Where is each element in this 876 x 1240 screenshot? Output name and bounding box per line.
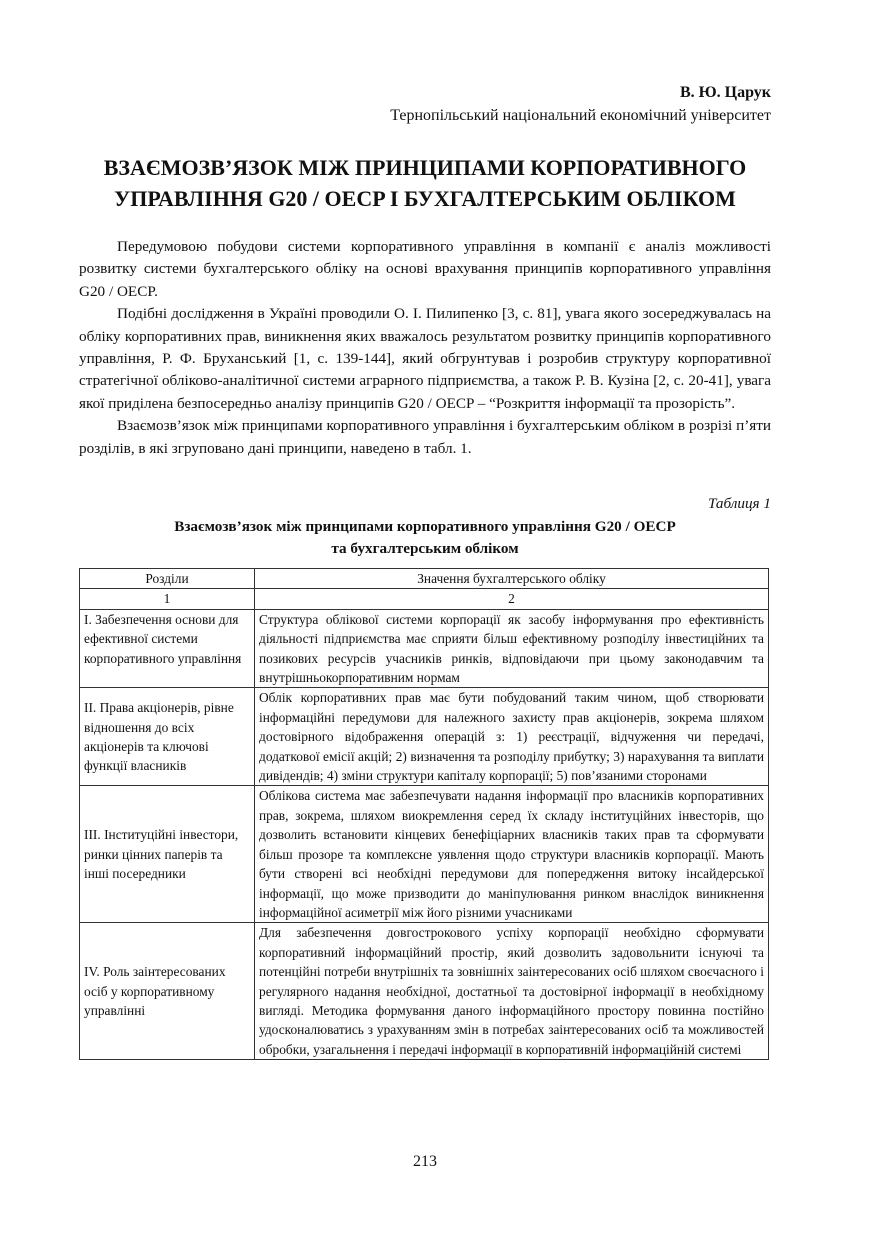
paragraph-2: Подібні дослідження в Україні проводили О. І. Пилипенко [3, с. 81], увага якого зосереджувалась на обліку корпоративних прав, виникнення яких вважалось результатом розвитку принципів корпоративного управління, Р. Ф. Бруханський [1, с. 139-144], який обгрунтував і розробив структуру корпоративної стратегічної обліково-аналітичної системи аграрного підприємства, а також Р. В. Кузіна [2, с. 20-41], увага якої приділена безпосередньо аналізу принципів G20 / OECP – “Розкриття інформації та прозорість”. <box>79 305 771 412</box>
paragraph-3: Взаємозв’язок між принципами корпоративного управління і бухгалтерським обліком в розрізі п’яти розділів, в які згруповано дані принципи, наведено в табл. 1. <box>79 417 771 457</box>
principles-table <box>79 568 769 1060</box>
row-meaning: Для забезпечення довгострокового успіху корпорації необхідно сформувати корпоративний інформаційний простір, який дозволить задовольнити існуючі та потенційні потреби внутрішніх та зовнішніх заінтересованих осіб шляхом своєчасного і регулярного надання необхідної, достатньої та достовірної інформації в необхідному вигляді. Методика формування даного інформаційного простору повинна постійно удосконалюватись з урахуванням змін в потребах заінтересованих осіб та можливостей обробки, узагальнення і передачі інформації в корпоративній інформаційній системі <box>255 923 769 1060</box>
paragraph-1: Передумовою побудови системи корпоративного управління в компанії є аналіз можливості розвитку системи бухгалтерського обліку на основі врахування принципів корпоративного управління G20 / OECP. <box>79 238 771 300</box>
header-meaning: Значення бухгалтерського обліку <box>255 569 769 589</box>
paper-title <box>79 152 771 214</box>
row-section: І. Забезпечення основи для ефективної системи корпоративного управління <box>80 609 255 688</box>
table-number-row <box>80 589 769 609</box>
table-row <box>80 923 769 1060</box>
row-meaning: Структура облікової системи корпорації як засобу інформування про ефективність діяльності підприємства має сприяти більш ефективному розподілу інвестиційних та позикових ресурсів учасників ринків, відповідаючи при цьому законодавчим та внутрішньокорпоративним нормам <box>255 609 769 688</box>
row-section: ІІІ. Інституційні інвестори, ринки цінних паперів та інші посередники <box>80 786 255 923</box>
table-row <box>80 609 769 688</box>
header-sections: Розділи <box>80 569 255 589</box>
body-text <box>79 236 771 460</box>
page-number: 213 <box>413 1153 437 1170</box>
author-affiliation: Тернопільський національний економічний університет <box>390 107 771 124</box>
row-section: ІІ. Права акціонерів, рівне відношення до всіх акціонерів та ключові функції власників <box>80 688 255 786</box>
table-label: Таблиця 1 <box>707 495 771 512</box>
table-row <box>80 786 769 923</box>
table-title-line-1: Взаємозв’язок між принципами корпоративного управління G20 / OECP <box>174 518 676 535</box>
table-row <box>80 688 769 786</box>
row-meaning: Облікова система має забезпечувати надання інформації про власників корпоративних прав, зокрема, шляхом виокремлення серед їх складу інституційних інвесторів, що дозволить встановити кінцевих бенефіціарних власників таких прав та сформувати більш прозоре та комплексне уявлення щодо структури власників корпорації. Мають бути створені всі необхідні передумови для попередження витоку інсайдерської інформації, що може призводити до маніпулювання ринком внаслідок виникнення інформаційної асиметрії між його різними учасниками <box>255 786 769 923</box>
title-line-2: УПРАВЛІННЯ G20 / OECP І БУХГАЛТЕРСЬКИМ ОБЛІКОМ <box>114 186 736 211</box>
row-meaning: Облік корпоративних прав має бути побудований таким чином, щоб створювати інформаційні передумови для належного захисту прав акціонерів, зокрема шляхом достовірного відображення операцій з: 1) реєстрації, відчуження чи передачі, додаткової емісії акцій; 2) визначення та розподілу прибутку; 3) нарахування та виплати дивідендів; 4) зміни структури капіталу корпорації; 5) пов’язаними сторонами <box>255 688 769 786</box>
column-number-2: 2 <box>255 589 769 609</box>
row-section: IV. Роль заінтересованих осіб у корпоративному управлінні <box>80 923 255 1060</box>
table-header-row <box>80 569 769 589</box>
table-title <box>79 516 771 560</box>
author-name: В. Ю. Царук <box>679 84 771 101</box>
column-number-1: 1 <box>80 589 255 609</box>
table-title-line-2: та бухгалтерським обліком <box>331 540 519 557</box>
title-line-1: ВЗАЄМОЗВ’ЯЗОК МІЖ ПРИНЦИПАМИ КОРПОРАТИВНОГО <box>103 155 747 180</box>
